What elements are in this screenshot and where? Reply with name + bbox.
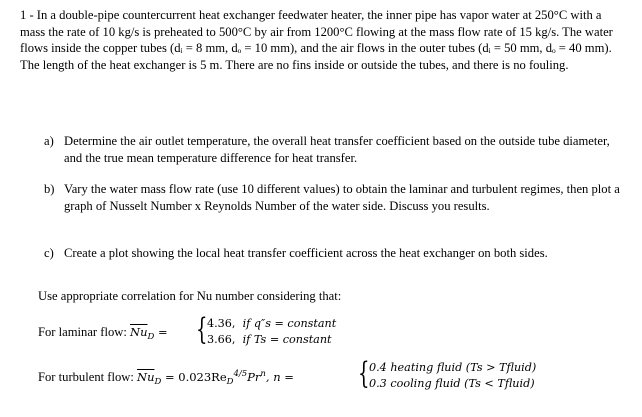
- task-item-c: [44, 245, 624, 262]
- turbulent-formula: $\overline{Nu}_D = 0.023Re_D^{4/5}Pr^n$, n =: [137, 369, 294, 387]
- task-item-b: [44, 181, 624, 214]
- task-label: b): [44, 182, 55, 196]
- laminar-case-2: 3.66, if Ts = constant: [207, 333, 332, 346]
- task-text: Vary the water mass flow rate (use 10 different values) to obtain the laminar and turbulent regimes, then plot a graph of Nusselt Number x Reynolds Number of the water side. Discuss you results.: [64, 182, 620, 213]
- brace-symbol: {: [196, 312, 208, 347]
- turbulent-lead: For turbulent flow:: [38, 370, 137, 384]
- task-text: Create a plot showing the local heat transfer coefficient across the heat exchanger on both sides.: [64, 246, 548, 260]
- turbulent-case-1: 0.4 heating fluid (Ts > Tfluid): [369, 361, 537, 374]
- brace-symbol: {: [358, 356, 370, 391]
- correlation-intro: Use appropriate correlation for Nu number considering that:: [38, 289, 342, 303]
- task-label: a): [44, 134, 54, 148]
- task-label: c): [44, 246, 54, 260]
- laminar-lead: For laminar flow:: [38, 325, 130, 339]
- problem-statement: 1 - In a double-pipe countercurrent heat exchanger feedwater heater, the inner pipe has vapor water at 250°C with a mass the rate of 10 kg/s is preheated to 500°C by air from 1200°C flowing at the mass flow rate of 15 kg/s. The water flows inside the copper tubes (dᵢ = 8 mm, dₒ = 10 mm), and the air flows in the outer tubes (dᵢ = 50 mm, dₒ = 40 mm). The length of the heat exchanger is 5 m. There are no fins inside or outside the tubes, and there is no fouling.: [20, 8, 613, 72]
- nusselt-symbol: $\overline{Nu}_D$ =: [130, 325, 168, 342]
- turbulent-case-2: 0.3 cooling fluid (Ts < Tfluid): [369, 377, 535, 390]
- task-text: Determine the air outlet temperature, the overall heat transfer coefficient based on the outside tube diameter, and the true mean temperature difference for heat transfer.: [64, 134, 610, 165]
- laminar-case-1: 4.36, if q″s = constant: [207, 317, 337, 330]
- task-item-a: [44, 133, 624, 166]
